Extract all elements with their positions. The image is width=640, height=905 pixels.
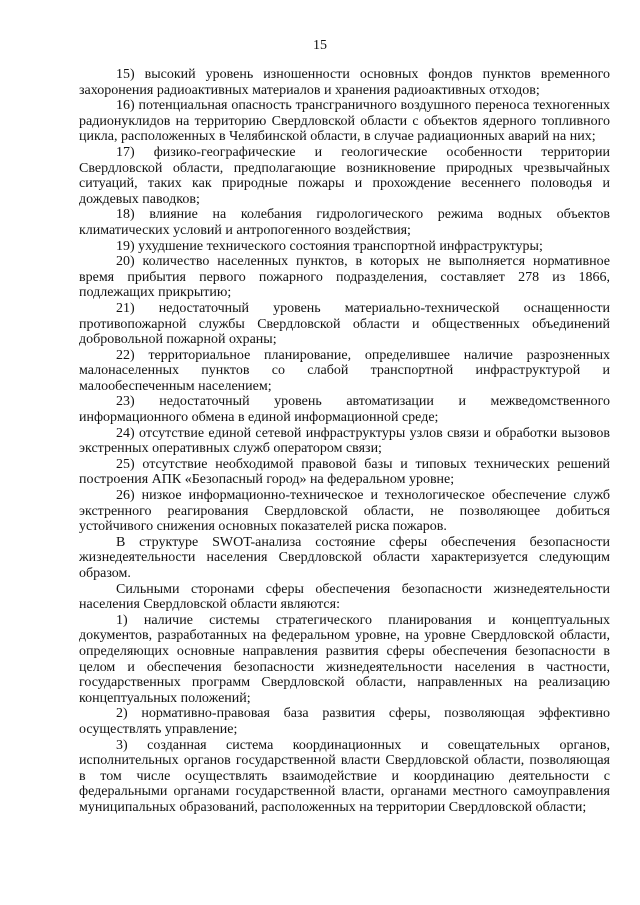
page-number: 15	[313, 38, 327, 53]
paragraph: 20) количество населенных пунктов, в которых не выполняется нормативное время прибытия первого пожарного подразделения, составляет 278 из 1866, подлежащих прикрытию;	[79, 254, 610, 301]
paragraph: 17) физико-географические и геологические особенности территории Свердловской области, предполагающие возникновение природных чрезвычайных ситуаций, таких как природные пожары и прохождение весеннего половодья и дождевых паводков;	[79, 144, 610, 207]
paragraph: 18) влияние на колебания гидрологического режима водных объектов климатических условий и антропогенного воздействия;	[79, 207, 610, 238]
paragraph: 2) нормативно-правовая база развития сферы, позволяющая эффективно осуществлять управление;	[79, 706, 610, 737]
paragraph: В структуре SWOT-анализа состояние сферы обеспечения безопасности жизнедеятельности населения Свердловской области характеризуется следующим образом.	[79, 534, 610, 581]
paragraph: 15) высокий уровень изношенности основных фондов пунктов временного захоронения радиоактивных материалов и хранения радиоактивных отходов;	[79, 67, 610, 98]
paragraph: 1) наличие системы стратегического планирования и концептуальных документов, разработанных на федеральном уровне, на уровне Свердловской области, определяющих основные направления развития сферы обеспечения безопасности в целом и обеспечения безопасности жизнедеятельности населения в частности, государственных программ Свердловской области, направленных на реализацию концептуальных положений;	[79, 612, 610, 706]
paragraph: 19) ухудшение технического состояния транспортной инфраструктуры;	[116, 238, 543, 254]
paragraph: 25) отсутствие необходимой правовой базы и типовых технических решений построения АПК «Безопасный город» на федеральном уровне;	[79, 456, 610, 488]
paragraph: 23) недостаточный уровень автоматизации и межведомственного информационного обмена в единой информационной среде;	[79, 394, 610, 426]
paragraph: 3) созданная система координационных и совещательных органов, исполнительных органов государственной власти Свердловской области, позволяющая в том числе осуществлять взаимодействие и координацию деятельности с федеральными органами государственной власти, органами местного самоуправления муниципальных образований, расположенных на территории Свердловской области;	[79, 737, 610, 815]
paragraph: Сильными сторонами сферы обеспечения безопасности жизнедеятельности населения Свердловской области являются:	[79, 581, 610, 613]
paragraph: 22) территориальное планирование, определившее наличие разрозненных малонаселенных пунктов со слабой транспортной инфраструктурой и малообеспеченным населением;	[79, 347, 610, 394]
paragraph: 21) недостаточный уровень материально-технической оснащенности противопожарной службы Свердловской области и общественных объединений добровольной пожарной охраны;	[79, 300, 610, 348]
paragraph: 26) низкое информационно-техническое и технологическое обеспечение служб экстренного реагирования Свердловской области, не позволяющее добиться устойчивого снижения основных показателей риска пожаров.	[79, 488, 610, 535]
paragraph: 24) отсутствие единой сетевой инфраструктуры узлов связи и обработки вызовов экстренных оперативных служб оператором связи;	[79, 425, 610, 457]
paragraph: 16) потенциальная опасность трансграничного воздушного переноса техногенных радионуклидов на территорию Свердловской области с объектов ядерного топливного цикла, расположенных в Челябинской области, в случае радиационных аварий на них;	[79, 98, 610, 145]
document-body	[79, 67, 610, 816]
